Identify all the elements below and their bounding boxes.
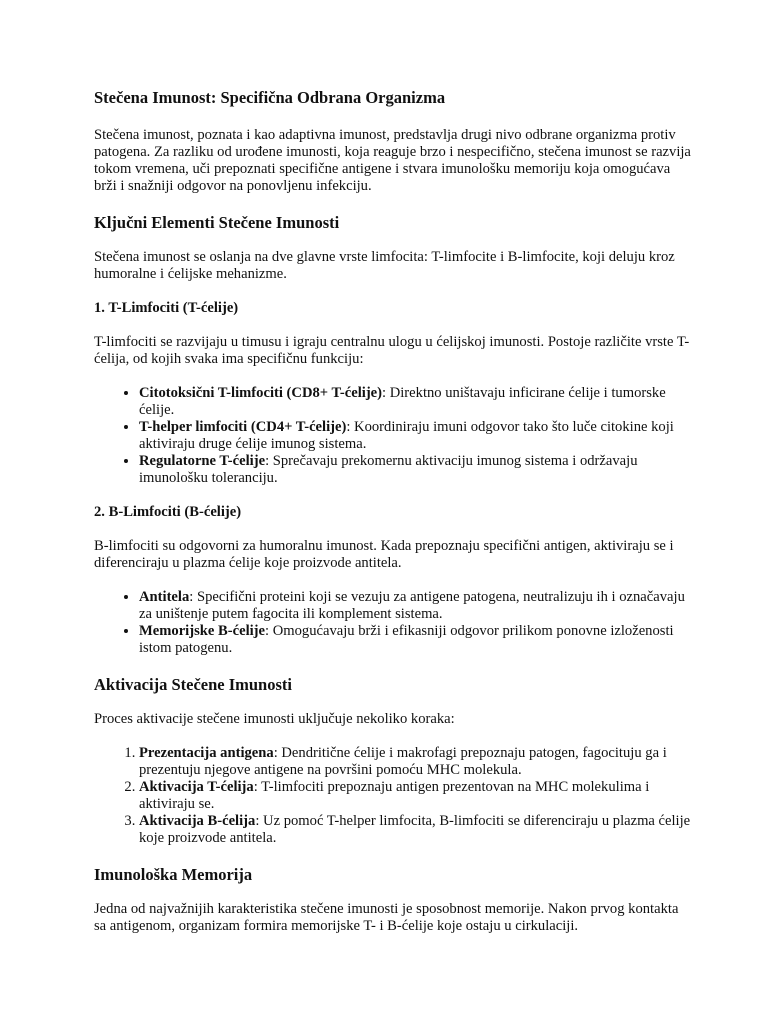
t-cells-paragraph: T-limfociti se razvijaju u timusu i igraju centralnu ulogu u ćelijskoj imunosti. Postoje različite vrste T-ćelija, od kojih svaka ima specifičnu funkciju:: [94, 334, 690, 367]
activation-paragraph: Proces aktivacije stečene imunosti uključuje nekoliko koraka:: [94, 711, 455, 727]
key-elements-heading: Ključni Elementi Stečene Imunosti: [94, 213, 340, 232]
list-item-desc: : Dendritične ćelije i makrofagi prepoznaju patogen, fagocituju ga i prezentuju njegove antigene na površini pomoću MHC molekula.: [139, 745, 667, 778]
list-item-term: Regulatorne T-ćelije: [139, 453, 266, 469]
t-cells-heading: 1. T-Limfociti (T-ćelije): [94, 300, 239, 316]
list-item: [139, 419, 694, 453]
memory-heading: Imunološka Memorija: [94, 865, 253, 884]
list-item-term: Aktivacija T-ćelija: [139, 779, 254, 795]
list-item-term: Aktivacija B-ćelija: [139, 813, 256, 829]
list-item: [139, 385, 694, 419]
list-item-desc: : Specifični proteini koji se vezuju za antigene patogena, neutralizuju ih i označavaju za uništenje putem fagocita ili komplement sistema.: [139, 589, 685, 622]
list-item-term: Prezentacija antigena: [139, 745, 274, 761]
list-item-desc: : Direktno uništavaju inficirane ćelije i tumorske ćelije.: [139, 385, 666, 418]
list-item: [139, 779, 694, 813]
list-item-desc: : T-limfociti prepoznaju antigen prezentovan na MHC molekulima i aktiviraju se.: [139, 779, 650, 812]
activation-steps-list: [94, 745, 694, 847]
list-item-desc: : Sprečavaju prekomernu aktivaciju imunog sistema i održavaju imunološku toleranciju.: [139, 453, 638, 486]
list-item-desc: : Uz pomoć T-helper limfocita, B-limfociti se diferenciraju u plazma ćelije koje proizvode antitela.: [139, 813, 691, 846]
key-elements-paragraph: Stečena imunost se oslanja na dve glavne vrste limfocita: T-limfocite i B-limfocite, koji deluju kroz humoralne i ćelijske mehanizme.: [94, 249, 675, 282]
list-item-term: Memorijske B-ćelije: [139, 623, 266, 639]
list-item-desc: : Koordiniraju imuni odgovor tako što luče citokine koji aktiviraju druge ćelije imunog sistema.: [139, 419, 674, 452]
list-item: [139, 745, 694, 779]
list-item-term: T-helper limfociti (CD4+ T-ćelije): [139, 419, 347, 435]
list-item: [139, 813, 694, 847]
b-cells-list: [94, 589, 694, 657]
document-title: Stečena Imunost: Specifična Odbrana Organizma: [94, 88, 446, 107]
document-body: [94, 87, 694, 952]
list-item: [139, 589, 694, 623]
list-item-term: Antitela: [139, 589, 190, 605]
activation-heading: Aktivacija Stečene Imunosti: [94, 675, 292, 694]
memory-paragraph: Jedna od najvažnijih karakteristika stečene imunosti je sposobnost memorije. Nakon prvog kontakta sa antigenom, organizam formira memorijske T- i B-ćelije koje ostaju u cirkulaciji.: [94, 901, 679, 934]
t-cells-list: [94, 385, 694, 487]
list-item-desc: : Omogućavaju brži i efikasniji odgovor prilikom ponovne izloženosti istom patogenu.: [139, 623, 674, 656]
list-item: [139, 623, 694, 657]
intro-paragraph: Stečena imunost, poznata i kao adaptivna imunost, predstavlja drugi nivo odbrane organizma protiv patogena. Za razliku od urođene imunosti, koja reaguje brzo i nespecifično, stečena imunost se razvija tokom vremena, uči prepoznati specifične antigene i stvara imunološku memoriju koja omogućava brži i snažniji odgovor na ponovljenu infekciju.: [94, 127, 691, 194]
b-cells-heading: 2. B-Limfociti (B-ćelije): [94, 504, 242, 520]
list-item: [139, 453, 694, 487]
list-item-term: Citotoksični T-limfociti (CD8+ T-ćelije): [139, 385, 383, 401]
b-cells-paragraph: B-limfociti su odgovorni za humoralnu imunost. Kada prepoznaju specifični antigen, aktiviraju se i diferenciraju u plazma ćelije koje proizvode antitela.: [94, 538, 674, 571]
